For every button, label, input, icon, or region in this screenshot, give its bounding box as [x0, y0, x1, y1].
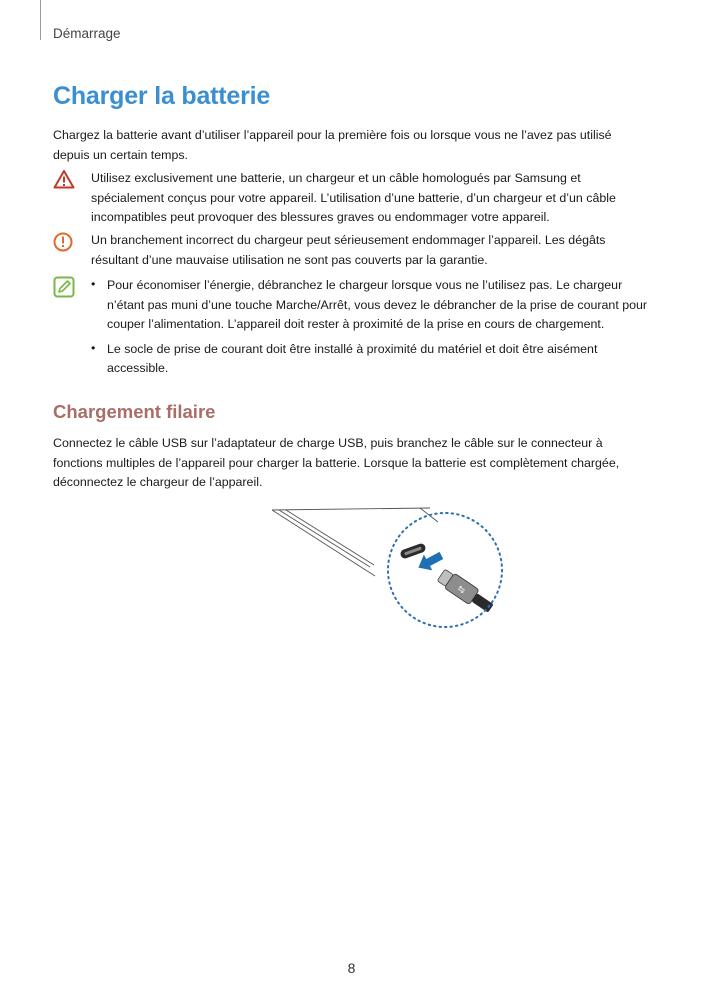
caution-circle-icon [53, 231, 75, 260]
svg-text:⇆: ⇆ [455, 583, 467, 597]
caution-text: Un branchement incorrect du chargeur peut sérieusement endommager l’appareil. Les dégâts résultant d’une mauvaise utilisation ne sont pas couverts par la garantie. [91, 233, 606, 267]
intro-paragraph: Chargez la batterie avant d’utiliser l’appareil pour la première fois ou lorsque vous ne l’avez pas utilisé depuis un certain temps. [53, 128, 612, 162]
header-edge-rule [40, 0, 41, 40]
usb-port [399, 542, 427, 559]
warning-text: Utilisez exclusivement une batterie, un chargeur et un câble homologués par Samsung et spécialement conçus pour votre appareil. L’utilisation d’une batterie, d’un chargeur et d’un câble incompatibles peut provoquer des blessures graves ou endommager votre appareil. [91, 171, 616, 224]
note-item-text: Le socle de prise de courant doit être installé à proximité du matériel et doit être aisément accessible. [107, 341, 598, 375]
wired-charging-paragraph: Connectez le câble USB sur l’adaptateur de charge USB, puis branchez le câble sur le connecteur à fonctions multiples de l’appareil pour charger la batterie. Lorsque la batterie est complètement chargée, déconnectez le chargeur de l’appareil. [53, 436, 620, 489]
running-header: Démarrage [53, 26, 121, 41]
section-title-wired: Chargement filaire [53, 401, 216, 422]
warning-triangle-icon [53, 169, 75, 196]
note-item-text: Pour économiser l’énergie, débranchez le chargeur lorsque vous ne l’utilisez pas. Le chargeur n’étant pas muni d’une touche Marche/Arrêt, vous devez le débrancher de la prise de courant pour couper l’alimentation. L’appareil doit rester à proximité de la prise en cours de chargement. [107, 278, 648, 331]
page-number: 8 [347, 960, 356, 976]
note-notice [53, 276, 648, 384]
note-item: • Le socle de prise de courant doit être installé à proximité du matériel et doit être aisément accessible. [91, 340, 598, 375]
note-pencil-icon [53, 276, 75, 305]
note-list [91, 276, 648, 379]
note-item: • Pour économiser l’énergie, débranchez le chargeur lorsque vous ne l’utilisez pas. Le chargeur n’étant pas muni d’une touche Marche/Arrêt, vous devez le débrancher de la prise de courant pour couper l’alimentation. L’appareil doit rester à proximité de la prise en cours de chargement. [91, 277, 648, 331]
device-edge [272, 508, 438, 576]
page-title: Charger la batterie [53, 82, 271, 110]
charging-illustration [270, 498, 520, 638]
caution-notice [53, 231, 648, 270]
usb-cable [436, 567, 496, 615]
warning-notice [53, 169, 648, 228]
